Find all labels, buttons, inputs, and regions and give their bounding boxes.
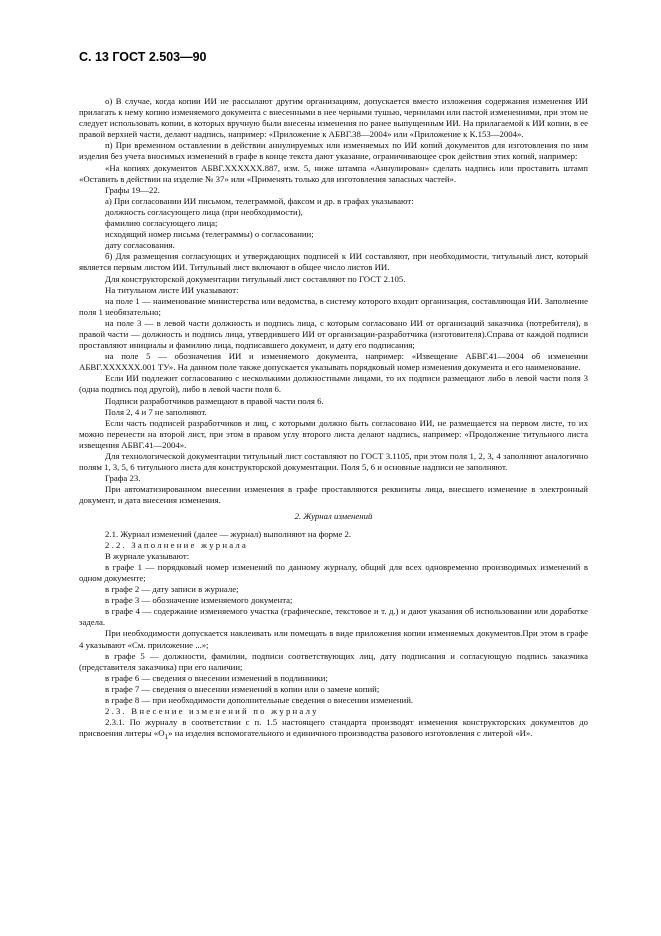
list-item: При необходимости допускается наклеивать или помещать в виде приложения копии изменяемых документов.При этом в графе 4 указывают «См. приложение ...»; [79, 628, 588, 650]
paragraph-field-3: на поле 3 — в левой части должность и подпись лица, с которым согласовано ИИ от организаций заказчика (потребителя), в правой части — должность и подпись лица, утвердившего ИИ от организации-разработчика (изготовителя).Справа от каждой подписи проставляют инициалы и фамилию лица, подписавшего документ, и дату его подписания; [79, 317, 588, 351]
paragraph-2-3-1-part-a: 2.3.1. По журналу в соответствии с п. 1.5 настоящего стандарта производят изменения конструкторских документов до присвоения литеры «О [79, 717, 588, 739]
literal-subscript: 1 [164, 733, 169, 741]
paragraph-column-23: Графа 23. [105, 473, 141, 484]
paragraph-field-5: на поле 5 — обозначения ИИ и изменяемого документа, например: «Извещение АБВГ.41—2004 об изменении АБВГ.ХХХХХХ.001 ТУ». На данном поле также допускается указывать порядковый номер изменения документа и его наименование. [79, 351, 588, 373]
paragraph-b: б) Для размещения согласующих и утверждающих подписей к ИИ составляют, при необходимости, титульный лист, который является первым листом ИИ. Титульный лист включают в общее число листов ИИ. [79, 251, 588, 273]
subheading-2-3-text: 2.3. Внесение изменений по журналу [105, 706, 319, 717]
page-header: С. 13 ГОСТ 2.503—90 [79, 50, 207, 64]
paragraph: Если ИИ подлежит согласованию с несколькими должностными лицами, то их подписи размещают либо в левой части поля 3 (одна подпись под другой), либо в левой части поля 6. [79, 373, 588, 395]
list-item: в графе 1 — порядковый номер изменений по данному журналу, общий для всех одновременно производимых изменений в одном документе; [79, 561, 588, 583]
paragraph-2-3-1 [79, 717, 588, 743]
list-item: в графе 7 — сведения о внесении изменений в копии или о замене копий; [105, 683, 380, 694]
paragraph-p: п) При временном оставлении в действии аннулируемых или изменяемых по ИИ копий документов для изготовления по ним изделия без учета вносимых изменений в графе в конце текста дают указание, ограничивающее срок действия этих копий, например: [79, 140, 588, 162]
list-item: в графе 6 — сведения о внесении изменений в подлинники; [105, 672, 328, 683]
paragraph-o: о) В случае, когда копии ИИ не рассылают другим организациям, допускается вместо изложения содержания изменения ИИ прилагать к нему копию изменяемого документа с внесенными в нее черными тушью, чернилами или пастой изменениями, при этом не следует использовать копии, в которых вручную были внесены изменения по ранее выпущенным ИИ. На прилагаемой к ИИ копии, в ее правой верхней части, делают надпись, например: «Приложение к АБВГ.38—2004» или «Приложение к К.153—2004». [79, 96, 588, 140]
list-item: должность согласующего лица (при необходимости), [105, 206, 303, 217]
paragraph-example: «На копиях документов АБВГ.ХХХХХХ.887, изм. 5, ниже штампа «Аннулирован» сделать надпись или проставить штамп «Оставить в действии на изделие № 37» или «Применять только для изготовления запасных частей». [79, 162, 588, 184]
subheading-2-3 [79, 706, 588, 717]
page-body [79, 96, 588, 743]
paragraph-columns-19-22: Графы 19—22. [105, 184, 160, 195]
paragraph: Для технологической документации титульный лист составляют по ГОСТ 3.1105, при этом поля 1, 2, 3, 4 заполняют аналогично полям 1, 3, 5, 6 титульного листа для конструкторской документации. Поля 5, 6 и основные надписи не заполняют. [79, 451, 588, 473]
paragraph-2-1: 2.1. Журнал изменений (далее — журнал) выполняют на форме 2. [105, 528, 352, 539]
paragraph-field-1: на поле 1 — наименование министерства или ведомства, в систему которого входит организация, составляющая ИИ. Заполнение поля 1 необязательно; [79, 295, 588, 317]
list-item: в графе 2 — дату записи в журнале; [105, 584, 239, 595]
paragraph: На титульном листе ИИ указывают: [105, 284, 239, 295]
paragraph: Если часть подписей разработчиков и лиц, с которыми должно быть согласовано ИИ, не размещается на первом листе, то их можно перенести на второй лист, при этом в правом углу второго листа делают надпись, например: «Продолжение титульного листа извещения АБВГ.41—2004». [79, 417, 588, 450]
list-item: в графе 4 — содержание изменяемого участка (графическое, текстовое и т. д.) и дают указания об использовании или доработке задела. [79, 606, 588, 628]
subheading-2-2 [79, 540, 588, 551]
section-title: 2. Журнал изменений [294, 511, 373, 522]
list-item: фамилию согласующего лица; [105, 218, 218, 229]
list-item: исходящий номер письма (телеграммы) о согласовании; [105, 229, 314, 240]
paragraph: Поля 2, 4 и 7 не заполняют. [105, 406, 207, 417]
paragraph-a: а) При согласовании ИИ письмом, телеграммой, факсом и др. в графах указывают: [105, 195, 414, 206]
paragraph: При автоматизированном внесении изменения в графе проставляются реквизиты лица, внесшего изменение в электронный документ, и дата внесения изменения. [79, 484, 588, 506]
paragraph: Для конструкторской документации титульный лист составляют по ГОСТ 2.105. [105, 273, 406, 284]
paragraph: Подписи разработчиков размещают в правой части поля 6. [105, 395, 324, 406]
list-item: в графе 3 — обозначение изменяемого документа; [105, 595, 293, 606]
list-item: в графе 5 — должности, фамилии, подписи соответствующих лиц, дату подписания и согласующую подпись заказчика (представителя заказчика) при его наличии; [79, 650, 588, 672]
list-item: в графе 8 — при необходимости дополнительные сведения о внесении изменений. [105, 694, 414, 705]
paragraph-2-3-1-part-b: » на изделия вспомогательного и единичного производства разового изготовления с литерой «И». [168, 728, 533, 739]
list-item: дату согласования. [105, 240, 175, 251]
list-item: В журнале указывают: [105, 550, 190, 561]
subheading-2-2-text: 2.2. Заполнение журнала [105, 539, 249, 550]
